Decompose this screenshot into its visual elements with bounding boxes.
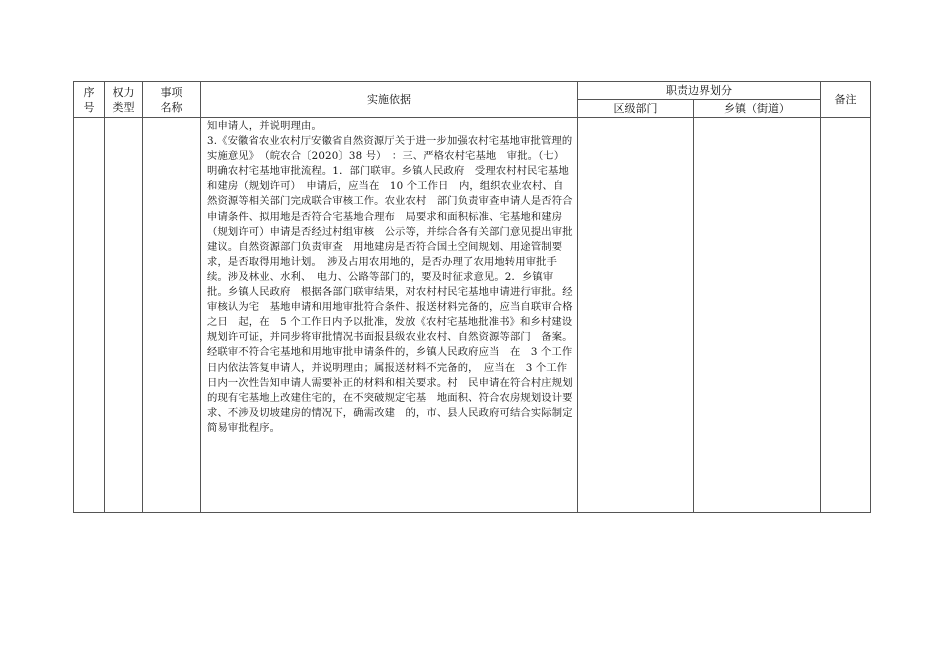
header-basis: 实施依据 xyxy=(201,82,578,118)
header-power-type: 权力类型 xyxy=(105,82,143,118)
header-row-top xyxy=(74,82,871,100)
header-township: 乡镇（街道） xyxy=(694,100,821,118)
responsibility-table xyxy=(73,81,871,513)
cell-remarks xyxy=(821,118,871,513)
header-district-dept: 区级部门 xyxy=(578,100,694,118)
cell-item-name xyxy=(143,118,201,513)
header-remarks: 备注 xyxy=(821,82,871,118)
cell-power-type xyxy=(105,118,143,513)
cell-basis xyxy=(201,118,583,513)
basis-paragraph-1: 知申请人，并说明理由。 xyxy=(207,120,322,132)
cell-serial xyxy=(74,118,105,513)
header-boundary: 职责边界划分 xyxy=(578,82,821,100)
header-item-name: 事项名称 xyxy=(143,82,201,118)
table-row xyxy=(74,118,871,513)
basis-paragraph-2: 3.《安徽省农业农村厅安徽省自然资源厅关于进一步加强农村宅基地审批管理的实施意见》 （皖农合〔2020〕38 号） ：三、严格农村宅基地 审批。（七） 明确农村宅基地审批流程。1．部门联审。乡镇人民政府 受理农村村民宅基地和建房（规划许可） 申请后，应当在 10 个工作日 内，组织农业农村、自然资源等相关部门完成联合审核工作。农业农村 部门负责审查申请人是否符合申请条件、拟用地是否符合宅基地合理布 局要求和面积标准、宅基地和建房（规划许可）申请是否经过村组审核 公示等，并综合各有关部门意见提出审批建议。自然资源部门负责审查 用地建房是否符合国土空间规划、用途管制要求，是否取得用地计划。 涉及占用农用地的，是否办理了农用地转用审批手续。涉及林业、水利、 电力、公路等部门的，要及时征求意见。2．乡镇审批。乡镇人民政府 根据各部门联审结果，对农村村民宅基地申请进行审批。经审核认为宅 基地申请和用地审批符合条件、报送材料完备的，应当自联审合格之日 起，在 5 个工作日内予以批准，发放《农村宅基地批准书》和乡村建设 规划许可证，并同步将审批情况书面报县级农业农村、自然资源等部门 备案。经联审不符合宅基地和用地审批申请条件的，乡镇人民政府应当 在 3 个工作日内依法答复申请人，并说明理由；属报送材料不完备的， 应当在 3 个工作日内一次性告知申请人需要补正的材料和相关要求。村 民申请在符合村庄规划的现有宅基地上改建住宅的，在不突破规定宅基 地面积、符合农房规划设计要求、不涉及切坡建房的情况下，确需改建 的，市、县人民政府可结合实际制定简易审批程序。 xyxy=(207,135,583,434)
cell-township xyxy=(694,118,821,513)
cell-district-dept xyxy=(578,118,694,513)
header-serial: 序号 xyxy=(74,82,105,118)
